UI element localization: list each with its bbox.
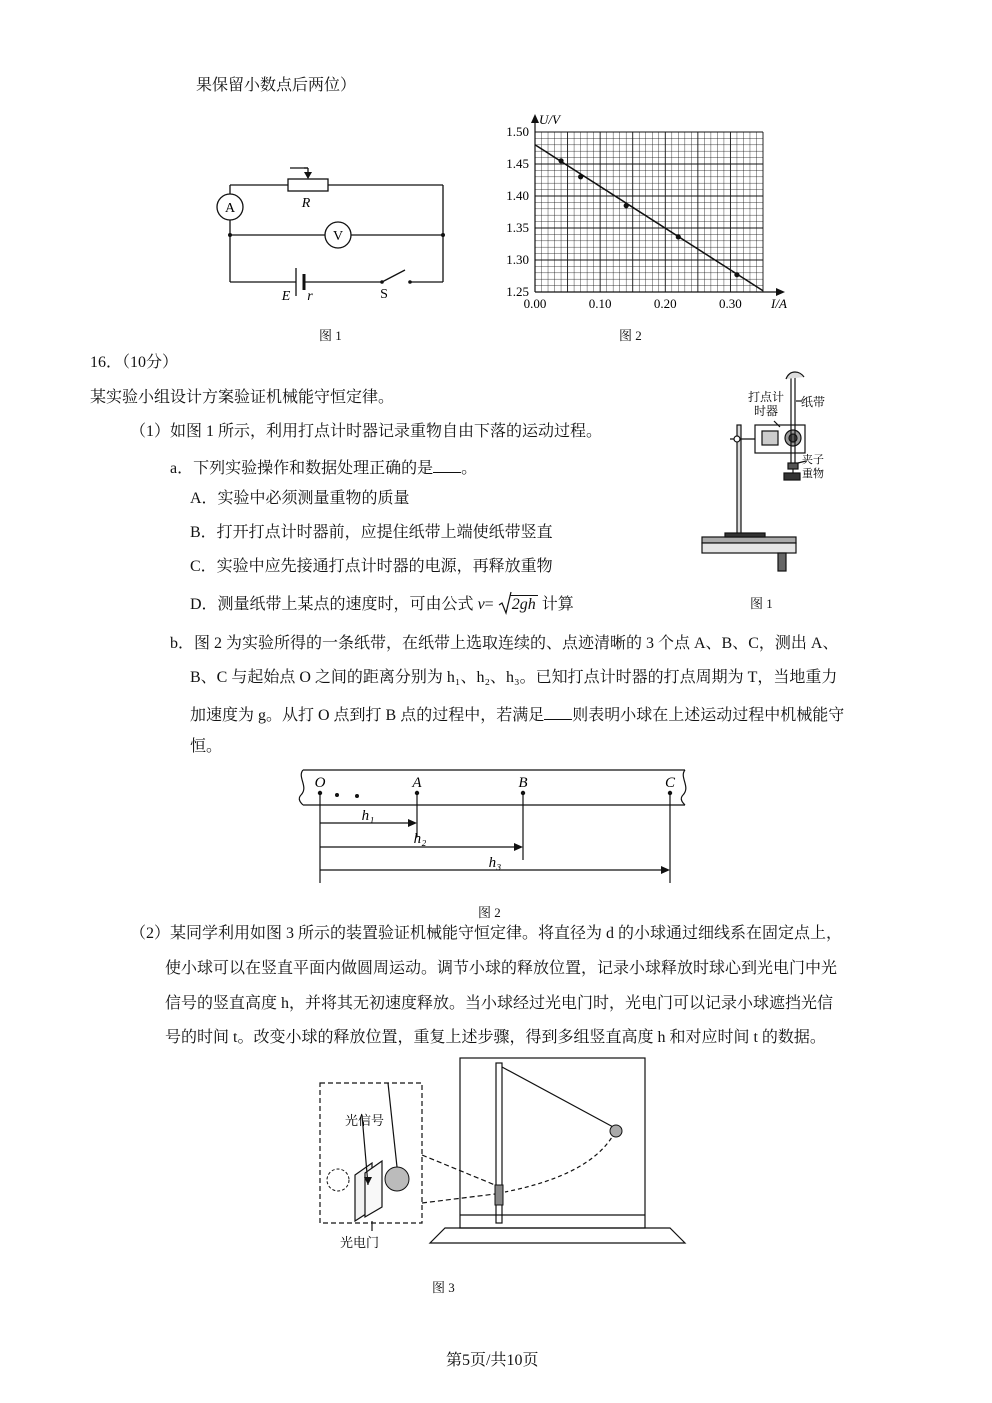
part-a-text: a．下列实验操作和数据处理正确的是 。 xyxy=(170,460,478,477)
part-b-line2: B、C 与起始点 O 之间的距离分别为 h₁、h₂、h₃。已知打点计时器的打点周期为 T，当地重力 xyxy=(190,669,838,686)
tape-point-b: B xyxy=(518,775,528,791)
x-tick-label: 0.30 xyxy=(719,296,742,311)
circuit-caption: 图 1 xyxy=(319,328,342,343)
data-point xyxy=(624,203,629,208)
ammeter-label: A xyxy=(224,201,236,216)
fig3-caption: 图 3 xyxy=(432,1280,455,1295)
answer-blank-a xyxy=(433,458,461,473)
intro-line: 果保留小数点后两位） xyxy=(196,77,357,94)
y-tick-label: 1.30 xyxy=(506,252,529,267)
part-b-line4: 恒。 xyxy=(190,738,223,755)
y-tick-label: 1.50 xyxy=(506,124,529,139)
option-d: D．测量纸带上某点的速度时，可由公式 v= 2gh 计算 xyxy=(190,597,574,613)
light-signal-label: 光信号 xyxy=(345,1113,385,1128)
part2-line3: 信号的竖直高度 h，并将其无初速度释放。当小球经过光电门时，光电门可以记录小球遮挡光信 xyxy=(165,995,834,1012)
x-tick-label: 0.10 xyxy=(588,296,612,311)
y-tick-label: 1.40 xyxy=(506,188,529,203)
timer-label-1: 打点计 xyxy=(748,390,785,404)
internal-resistance-label: r xyxy=(307,289,313,304)
data-point xyxy=(558,158,563,163)
u-i-graph xyxy=(490,110,790,320)
emf-label: E xyxy=(281,289,291,304)
option-a: A．实验中必须测量重物的质量 xyxy=(190,490,410,507)
switch-label: S xyxy=(380,287,388,302)
timer-label-2: 时器 xyxy=(754,404,779,418)
y-tick-label: 1.35 xyxy=(506,220,529,235)
fit-line xyxy=(535,145,763,291)
y-tick-label: 1.25 xyxy=(506,284,529,299)
weight-label: 重物 xyxy=(802,468,824,480)
resistor-label: R xyxy=(301,196,311,211)
tape-caption: 图 2 xyxy=(478,905,501,920)
part2-line1: （2）某同学利用如图 3 所示的装置验证机械能守恒定律。将直径为 d 的小球通过细线系在固定点上， xyxy=(130,925,843,942)
x-axis-label: I/A xyxy=(771,296,787,311)
question-number: 16．（10分） xyxy=(90,354,179,371)
paper-tape-figure xyxy=(295,765,695,890)
question-stem: 某实验小组设计方案验证机械能守恒定律。 xyxy=(90,389,395,406)
x-tick-label: 0.00 xyxy=(523,296,547,311)
x-axis-arrow xyxy=(776,288,785,296)
clip-label: 夹子 xyxy=(802,454,824,466)
y-axis-arrow xyxy=(531,114,539,123)
pendulum-photogate-figure xyxy=(310,1055,690,1255)
option-c: C．实验中应先接通打点计时器的电源，再释放重物 xyxy=(190,558,553,575)
tape-point-a: A xyxy=(412,775,422,791)
fig1-caption: 图 1 xyxy=(750,596,773,611)
part1-text: （1）如图 1 所示，利用打点计时器记录重物自由下落的运动过程。 xyxy=(130,423,603,440)
answer-blank-b xyxy=(544,705,572,720)
tape-h2: h₂ xyxy=(413,831,427,847)
tape-h3: h₃ xyxy=(488,855,502,871)
tape-point-c: C xyxy=(664,775,676,791)
photogate-label: 光电门 xyxy=(340,1235,380,1250)
data-point xyxy=(676,234,681,239)
part2-line4: 号的时间 t。改变小球的释放位置，重复上述步骤，得到多组竖直高度 h 和对应时间 t 的数据。 xyxy=(165,1029,826,1046)
data-point xyxy=(734,272,739,277)
part2-line2: 使小球可以在竖直平面内做圆周运动。调节小球的释放位置，记录小球释放时球心到光电门中光 xyxy=(165,960,838,977)
x-tick-label: 0.20 xyxy=(653,296,677,311)
data-point xyxy=(578,174,583,179)
option-b: B．打开打点计时器前，应提住纸带上端使纸带竖直 xyxy=(190,524,553,541)
sqrt-formula: 2gh xyxy=(498,597,538,613)
part-b-line1: b．图 2 为实验所得的一条纸带，在纸带上选取连续的、点迹清晰的 3 个点 A、B、C，测出 A、 xyxy=(170,635,839,652)
voltmeter-label: V xyxy=(332,229,344,244)
part-b-line3: 加速度为 g。从打 O 点到打 B 点的过程中，若满足 则表明小球在上述运动过程中机械能守 xyxy=(190,707,845,724)
tape-point-o: O xyxy=(314,775,326,791)
tape-h1: h₁ xyxy=(361,808,375,824)
timer-apparatus-figure xyxy=(700,365,826,580)
y-tick-label: 1.45 xyxy=(506,156,529,171)
circuit-diagram xyxy=(200,160,460,310)
y-axis-label: U/V xyxy=(539,112,560,127)
page-footer: 第5页/共10页 xyxy=(446,1352,539,1369)
tape-label: 纸带 xyxy=(801,395,826,409)
graph-caption: 图 2 xyxy=(619,328,642,343)
